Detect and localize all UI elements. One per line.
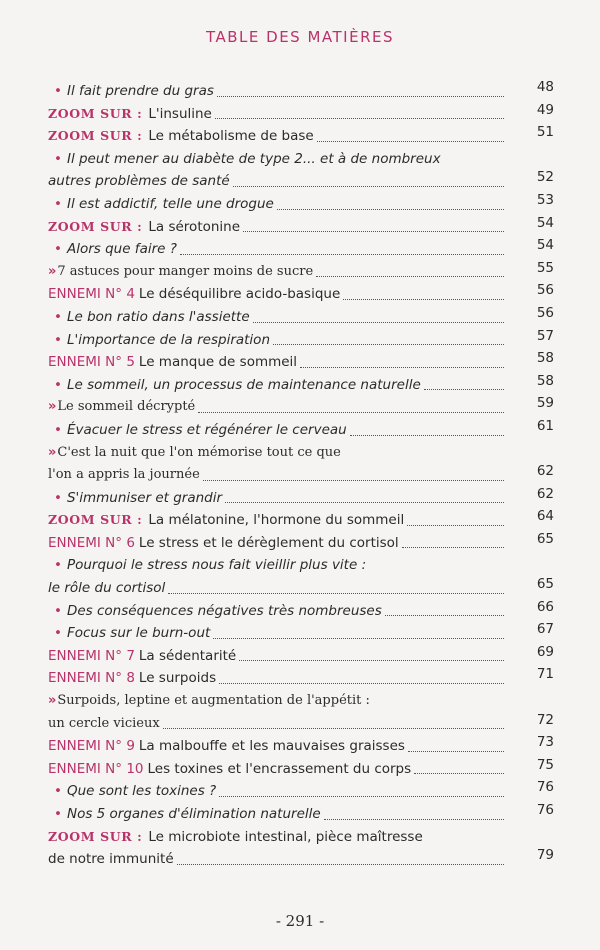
dot-leader: [163, 728, 504, 729]
toc-entry: [48, 758, 554, 781]
toc-entry: [48, 396, 554, 419]
zoom-label: ZOOM SUR :: [48, 128, 143, 144]
bullet-icon: •: [54, 602, 62, 619]
dot-leader: [324, 819, 504, 820]
toc-entry-text: S'immuniser et grandir: [66, 489, 223, 506]
toc-entry-text: Le microbiote intestinal, pièce maîtresse: [148, 828, 423, 845]
toc-entry: [48, 532, 554, 555]
toc-entry-text: le rôle du cortisol: [48, 580, 166, 597]
toc-page-number: 72: [536, 711, 554, 728]
dot-leader: [233, 186, 504, 187]
bullet-icon: •: [54, 150, 62, 167]
ennemi-label: ENNEMI N° 10: [48, 760, 144, 777]
toc-page-number: 76: [536, 779, 554, 796]
ennemi-label: ENNEMI N° 6: [48, 534, 135, 551]
toc-entry-line: [48, 306, 250, 329]
toc-page-number: 51: [536, 124, 554, 141]
toc-entry-first-line: [48, 442, 554, 465]
toc-entry-first-line: [48, 826, 554, 849]
toc-page-number: 59: [536, 395, 554, 412]
toc-page-number: 71: [536, 666, 554, 683]
toc-entry-line: [48, 735, 405, 758]
toc-entry-row: [48, 351, 554, 374]
toc-entry-line: [48, 419, 347, 442]
toc-entry-line: [48, 374, 421, 397]
toc-page-number: 64: [536, 508, 554, 525]
toc-page-number: 66: [536, 598, 554, 615]
toc-entry-first-line: [48, 690, 554, 713]
toc-entry: [48, 826, 554, 871]
toc-page-number: 54: [536, 237, 554, 254]
toc-entry-text: C'est la nuit que l'on mémorise tout ce que: [57, 444, 341, 460]
toc-entry-text: L'insuline: [148, 105, 212, 122]
toc-entry-row: [48, 464, 554, 487]
toc-entry-row: [48, 532, 554, 555]
chevron-icon: »: [48, 399, 55, 415]
toc-entry-line: [48, 532, 399, 555]
toc-entry-text: Focus sur le burn-out: [66, 625, 211, 642]
toc-entry-row: [48, 283, 554, 306]
toc-page-number: 67: [536, 621, 554, 638]
toc-page-number: 57: [536, 327, 554, 344]
toc-entry-text: Le stress et le dérèglement du cortisol: [138, 534, 399, 551]
toc-page-number: 56: [536, 282, 554, 299]
toc-entry-line: [48, 329, 270, 352]
toc-page-number: 52: [536, 169, 554, 186]
bullet-icon: •: [54, 489, 62, 506]
toc-entry-text: Alors que faire ?: [66, 241, 177, 258]
toc-page-number: 54: [536, 214, 554, 231]
toc-entry-text: L'importance de la respiration: [66, 331, 270, 348]
bullet-icon: •: [54, 421, 62, 438]
toc-entry: [48, 690, 554, 735]
toc-entry-row: [48, 713, 554, 736]
toc-entry-line: [48, 283, 340, 306]
toc-entry-text: Pourquoi le stress nous fait vieillir plus vite :: [66, 557, 367, 574]
toc-entry-row: [48, 622, 554, 645]
toc-entry-row: [48, 125, 554, 148]
zoom-label: ZOOM SUR :: [48, 512, 143, 528]
toc-entry: [48, 442, 554, 487]
toc-entry: [48, 600, 554, 623]
toc-entry-row: [48, 419, 554, 442]
chevron-icon: »: [48, 263, 55, 279]
bullet-icon: •: [54, 806, 62, 822]
toc-entry-text: Le déséquilibre acido-basique: [138, 286, 341, 303]
toc-entry-text: autres problèmes de santé: [48, 173, 230, 190]
toc-entry: [48, 803, 554, 826]
toc-entry-text: Le sommeil décrypté: [57, 399, 196, 415]
bullet-icon: •: [54, 83, 62, 99]
toc-entry-text: un cercle vicieux: [48, 715, 160, 731]
bullet-icon: •: [54, 241, 62, 258]
toc-entry-line: [48, 713, 160, 736]
toc-entry-row: [48, 803, 554, 826]
ennemi-label: ENNEMI N° 9: [48, 738, 135, 755]
dot-leader: [215, 118, 504, 119]
toc-entry-row: [48, 170, 554, 193]
toc-entry: [48, 261, 554, 284]
toc-entry: [48, 419, 554, 442]
toc-entry: [48, 216, 554, 239]
toc-entry: [48, 780, 554, 803]
toc-entry-line: [48, 125, 314, 148]
dot-leader: [407, 525, 504, 526]
dot-leader: [213, 638, 504, 639]
toc-entry-row: [48, 193, 554, 216]
toc-page-number: 48: [536, 79, 554, 95]
dot-leader: [424, 389, 504, 390]
chevron-icon: »: [48, 444, 55, 460]
zoom-label: ZOOM SUR :: [48, 105, 143, 121]
page-number: - 291 -: [275, 912, 325, 930]
toc-entry-text: La mélatonine, l'hormone du sommeil: [148, 512, 405, 529]
bullet-icon: •: [54, 195, 62, 212]
dot-leader: [300, 367, 504, 368]
dot-leader: [343, 299, 504, 300]
toc-entry-text: Il est addictif, telle une drogue: [66, 195, 274, 212]
toc-entry-text: Surpoids, leptine et augmentation de l'appétit :: [57, 693, 370, 709]
ennemi-label: ENNEMI N° 8: [48, 670, 135, 687]
bullet-icon: •: [54, 376, 62, 393]
toc-entry-row: [48, 374, 554, 397]
ennemi-label: ENNEMI N° 4: [48, 286, 135, 303]
toc-entry: [48, 645, 554, 668]
toc-entry-line: [48, 600, 382, 623]
toc-entry-row: [48, 600, 554, 623]
toc-entry-text: Que sont les toxines ?: [66, 783, 217, 800]
toc-page-number: 76: [536, 802, 554, 818]
dot-leader: [203, 480, 504, 481]
dot-leader: [243, 231, 504, 232]
toc-entry-line: [48, 848, 174, 871]
toc-page-number: 75: [536, 756, 554, 773]
toc-entry: [48, 487, 554, 510]
dot-leader: [198, 412, 504, 413]
dot-leader: [219, 796, 504, 797]
chevron-icon: »: [48, 693, 55, 709]
toc-page-number: 53: [536, 191, 554, 208]
toc-entry-text: La malbouffe et les mauvaises graisses: [138, 738, 405, 755]
toc-entry-text: Il fait prendre du gras: [66, 83, 214, 99]
dot-leader: [414, 773, 504, 774]
toc-entry: [48, 351, 554, 374]
table-of-contents: [48, 80, 554, 871]
toc-page-number: 61: [536, 417, 554, 434]
dot-leader: [177, 864, 504, 865]
dot-leader: [180, 254, 504, 255]
toc-entry-line: [48, 645, 236, 668]
toc-page-number: 73: [536, 734, 554, 751]
toc-page-number: 69: [536, 643, 554, 660]
bullet-icon: •: [54, 308, 62, 325]
toc-entry-text: La sérotonine: [148, 218, 241, 235]
ennemi-label: ENNEMI N° 7: [48, 647, 135, 664]
toc-entry-line: [48, 487, 222, 510]
toc-entry-text: 7 astuces pour manger moins de sucre: [57, 263, 314, 279]
bullet-icon: •: [54, 625, 62, 642]
zoom-label: ZOOM SUR :: [48, 218, 143, 234]
toc-entry-line: [48, 238, 177, 261]
toc-entry: [48, 735, 554, 758]
toc-entry-text: Le bon ratio dans l'assiette: [66, 308, 250, 325]
toc-entry-line: [48, 351, 297, 374]
dot-leader: [219, 683, 504, 684]
dot-leader: [273, 344, 504, 345]
dot-leader: [168, 593, 504, 594]
toc-entry: [48, 125, 554, 148]
toc-entry-line: [48, 193, 274, 216]
toc-entry-row: [48, 329, 554, 352]
toc-entry-row: [48, 216, 554, 239]
dot-leader: [408, 751, 504, 752]
toc-entry-text: Les toxines et l'encrassement du corps: [147, 760, 412, 777]
toc-page-number: 62: [536, 485, 554, 502]
dot-leader: [217, 96, 504, 97]
bullet-icon: •: [54, 783, 62, 800]
bullet-icon: •: [54, 331, 62, 348]
dot-leader: [317, 141, 504, 142]
toc-entry-first-line: [48, 148, 554, 171]
toc-entry: [48, 329, 554, 352]
toc-entry: [48, 622, 554, 645]
toc-page-number: 79: [536, 847, 554, 864]
toc-entry-row: [48, 735, 554, 758]
toc-page-number: 62: [536, 463, 554, 480]
toc-entry-text: de notre immunité: [48, 851, 174, 868]
dot-leader: [225, 502, 504, 503]
toc-entry-line: [48, 216, 240, 239]
toc-page-number: 65: [536, 576, 554, 593]
toc-entry: [48, 193, 554, 216]
toc-entry-line: [48, 577, 165, 600]
toc-entry-text: Nos 5 organes d'élimination naturelle: [66, 806, 321, 822]
dot-leader: [239, 660, 504, 661]
toc-entry-row: [48, 667, 554, 690]
toc-entry: [48, 80, 554, 103]
toc-entry-line: [48, 667, 216, 690]
toc-entry-row: [48, 577, 554, 600]
toc-entry-line: [48, 80, 214, 103]
dot-leader: [402, 547, 504, 548]
toc-page-number: 56: [536, 304, 554, 321]
toc-entry-text: Le métabolisme de base: [148, 128, 314, 145]
toc-entry-line: [48, 622, 210, 645]
toc-page-number: 58: [536, 350, 554, 367]
ennemi-label: ENNEMI N° 5: [48, 354, 135, 371]
toc-entry: [48, 374, 554, 397]
toc-entry-row: [48, 780, 554, 803]
toc-entry: [48, 238, 554, 261]
toc-page-number: 65: [536, 530, 554, 547]
toc-entry-line: [48, 758, 411, 781]
toc-entry-line: [48, 170, 230, 193]
toc-entry-row: [48, 758, 554, 781]
toc-entry-text: Évacuer le stress et régénérer le cerveau: [66, 421, 347, 438]
toc-entry-line: [48, 780, 216, 803]
toc-entry-line: [48, 803, 321, 826]
dot-leader: [350, 435, 504, 436]
toc-entry: [48, 306, 554, 329]
toc-entry: [48, 148, 554, 193]
toc-entry: [48, 283, 554, 306]
toc-entry-row: [48, 487, 554, 510]
toc-page-number: 58: [536, 372, 554, 389]
toc-entry-text: La sédentarité: [138, 647, 237, 664]
toc-entry: [48, 667, 554, 690]
toc-entry-row: [48, 509, 554, 532]
toc-entry-line: [48, 509, 404, 532]
toc-entry-text: Le manque de sommeil: [138, 354, 298, 371]
zoom-label: ZOOM SUR :: [48, 828, 143, 844]
toc-entry-text: Le sommeil, un processus de maintenance naturelle: [66, 376, 421, 393]
toc-entry-text: Des conséquences négatives très nombreuses: [66, 602, 382, 619]
toc-entry-row: [48, 848, 554, 871]
toc-entry-line: [48, 464, 200, 487]
toc-entry: [48, 103, 554, 126]
toc-entry-line: [48, 396, 195, 419]
toc-entry-row: [48, 238, 554, 261]
page-title: TABLE DES MATIÈRES: [206, 28, 394, 46]
toc-entry-row: [48, 306, 554, 329]
toc-page-number: 55: [536, 259, 554, 276]
toc-entry-first-line: [48, 554, 554, 577]
toc-entry-line: [48, 103, 212, 126]
toc-entry-line: [48, 261, 313, 284]
toc-entry-row: [48, 396, 554, 419]
toc-entry-text: l'on a appris la journée: [48, 467, 200, 483]
toc-entry-row: [48, 103, 554, 126]
toc-page-number: 49: [536, 101, 554, 118]
toc-entry-row: [48, 645, 554, 668]
dot-leader: [316, 276, 504, 277]
dot-leader: [253, 322, 504, 323]
toc-entry-row: [48, 80, 554, 103]
dot-leader: [277, 209, 504, 210]
toc-entry-text: Le surpoids: [138, 670, 217, 687]
toc-entry: [48, 509, 554, 532]
toc-entry: [48, 554, 554, 599]
bullet-icon: •: [54, 557, 62, 574]
toc-entry-row: [48, 261, 554, 284]
dot-leader: [385, 615, 504, 616]
toc-entry-text: Il peut mener au diabète de type 2... et à de nombreux: [66, 150, 441, 167]
